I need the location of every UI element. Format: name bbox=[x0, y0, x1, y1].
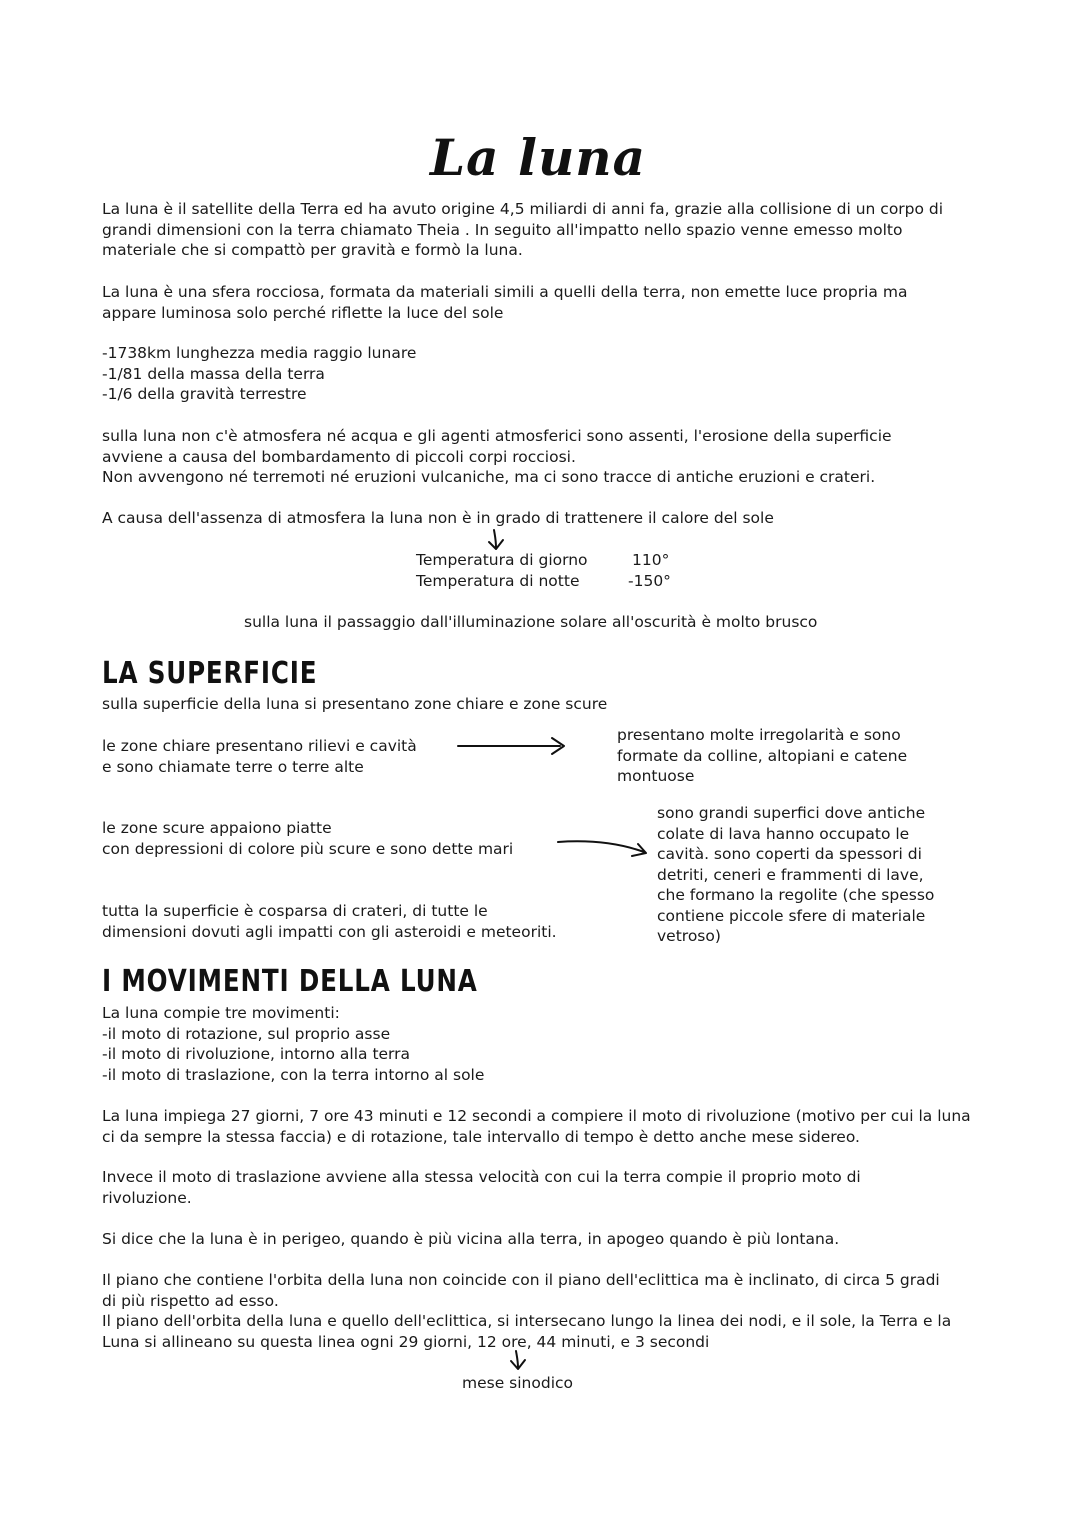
list-item: -il moto di traslazione, con la terra intorno al sole bbox=[102, 1065, 485, 1084]
list-item: La luna compie tre movimenti: bbox=[102, 1004, 340, 1022]
text-line: La luna è il satellite della Terra ed ha avuto origine 4,5 miliardi di anni fa, grazie alla collisione di un corpo di bbox=[102, 200, 944, 218]
zone-scure-left bbox=[102, 818, 513, 859]
text-line: Non avvengono né terremoti né eruzioni vulcaniche, ma ci sono tracce di antiche eruzioni e crateri. bbox=[102, 468, 876, 486]
text-line: sulla luna non c'è atmosfera né acqua e gli agenti atmosferici sono assenti, l'erosione della superficie bbox=[102, 427, 892, 445]
page-title: La luna bbox=[430, 128, 647, 187]
movimenti-paragraph-4 bbox=[102, 1270, 951, 1352]
text-line: vetroso) bbox=[657, 927, 721, 945]
text-line: materiale che si compattò per gravità e formò la luna. bbox=[102, 241, 523, 259]
temperature-values bbox=[628, 550, 671, 591]
temperature-night-label: Temperatura di notte bbox=[416, 571, 580, 590]
text-line: e sono chiamate terre o terre alte bbox=[102, 757, 364, 776]
text-line: Il piano che contiene l'orbita della luna non coincide con il piano dell'eclittica ma è inclinato, di circa 5 gradi bbox=[102, 1271, 940, 1289]
text-line: di più rispetto ad esso. bbox=[102, 1291, 279, 1310]
facts-list bbox=[102, 343, 416, 405]
text-line: La luna impiega 27 giorni, 7 ore 43 minuti e 12 secondi a compiere il moto di rivoluzione (motivo per cui la luna bbox=[102, 1107, 971, 1125]
zone-chiare-left bbox=[102, 736, 417, 777]
section-heading-superficie: LA SUPERFICIE bbox=[102, 656, 318, 691]
list-item: -1/81 della massa della terra bbox=[102, 364, 325, 383]
text-line: contiene piccole sfere di materiale bbox=[657, 906, 926, 925]
superficie-intro: sulla superficie della luna si presentano zone chiare e zone scure bbox=[102, 695, 608, 713]
zone-scure-right bbox=[657, 803, 934, 947]
text-line: le zone chiare presentano rilievi e cavità bbox=[102, 737, 417, 755]
mese-sinodico-label: mese sinodico bbox=[462, 1374, 574, 1392]
text-line: le zone scure appaiono piatte bbox=[102, 819, 332, 837]
text-line: che formano la regolite (che spesso bbox=[657, 886, 935, 904]
text-line: Luna si allineano su questa linea ogni 29 giorni, 12 ore, 44 minuti, e 3 secondi bbox=[102, 1332, 710, 1351]
temperature-day-label: Temperatura di giorno bbox=[416, 551, 588, 569]
right-arrow-icon bbox=[456, 734, 576, 758]
movimenti-paragraph-3: Si dice che la luna è in perigeo, quando è più vicina alla terra, in apogeo quando è più lontana. bbox=[102, 1230, 840, 1248]
list-item: -il moto di rotazione, sul proprio asse bbox=[102, 1024, 391, 1043]
intro-paragraph-4: A causa dell'assenza di atmosfera la luna non è in grado di trattenere il calore del sole bbox=[102, 509, 774, 527]
section-heading-movimenti: I MOVIMENTI DELLA LUNA bbox=[102, 964, 478, 999]
intro-paragraph-5: sulla luna il passaggio dall'illuminazione solare all'oscurità è molto brusco bbox=[244, 613, 818, 631]
text-line: dimensioni dovuti agli impatti con gli asteroidi e meteoriti. bbox=[102, 922, 557, 941]
intro-paragraph-2 bbox=[102, 282, 907, 323]
movimenti-paragraph-2 bbox=[102, 1167, 861, 1208]
text-line: avviene a causa del bombardamento di piccoli corpi rocciosi. bbox=[102, 447, 576, 466]
text-line: montuose bbox=[617, 767, 695, 785]
down-arrow-icon bbox=[486, 528, 506, 552]
text-line: tutta la superficie è cosparsa di crateri, di tutte le bbox=[102, 902, 488, 920]
text-line: grandi dimensioni con la terra chiamato Theia . In seguito all'impatto nello spazio venne emesso molto bbox=[102, 220, 903, 239]
temperature-night-value: -150° bbox=[628, 571, 671, 590]
intro-paragraph-1 bbox=[102, 199, 943, 261]
zone-chiare-right bbox=[617, 725, 907, 787]
text-line: Invece il moto di traslazione avviene alla stessa velocità con cui la terra compie il proprio moto di bbox=[102, 1168, 861, 1186]
text-line: detriti, ceneri e frammenti di lave, bbox=[657, 865, 924, 884]
movimenti-list bbox=[102, 1003, 484, 1085]
text-line: con depressioni di colore più scure e sono dette mari bbox=[102, 839, 514, 858]
text-line: cavità. sono coperti da spessori di bbox=[657, 845, 922, 863]
text-line: appare luminosa solo perché riflette la luce del sole bbox=[102, 303, 504, 322]
text-line: sono grandi superfici dove antiche bbox=[657, 804, 926, 822]
text-line: colate di lava hanno occupato le bbox=[657, 824, 910, 843]
text-line: Il piano dell'orbita della luna e quello dell'eclittica, si intersecano lungo la linea dei nodi, e il sole, la Terra e la bbox=[102, 1312, 952, 1330]
text-line: presentano molte irregolarità e sono bbox=[617, 726, 901, 744]
text-line: formate da colline, altopiani e catene bbox=[617, 746, 908, 765]
intro-paragraph-3 bbox=[102, 426, 892, 488]
text-line: rivoluzione. bbox=[102, 1188, 192, 1207]
temperature-day-value: 110° bbox=[632, 551, 670, 569]
temperature-block bbox=[416, 550, 588, 591]
movimenti-paragraph-1 bbox=[102, 1106, 971, 1147]
down-arrow-icon bbox=[508, 1349, 528, 1373]
text-line: ci da sempre la stessa faccia) e di rotazione, tale intervallo di tempo è detto anche mese sidereo. bbox=[102, 1127, 860, 1146]
curved-right-arrow-icon bbox=[556, 836, 656, 864]
list-item: -1738km lunghezza media raggio lunare bbox=[102, 344, 417, 362]
list-item: -il moto di rivoluzione, intorno alla terra bbox=[102, 1045, 411, 1063]
text-line: La luna è una sfera rocciosa, formata da materiali simili a quelli della terra, non emette luce propria ma bbox=[102, 283, 908, 301]
list-item: -1/6 della gravità terrestre bbox=[102, 385, 307, 403]
crateri-paragraph bbox=[102, 901, 557, 942]
